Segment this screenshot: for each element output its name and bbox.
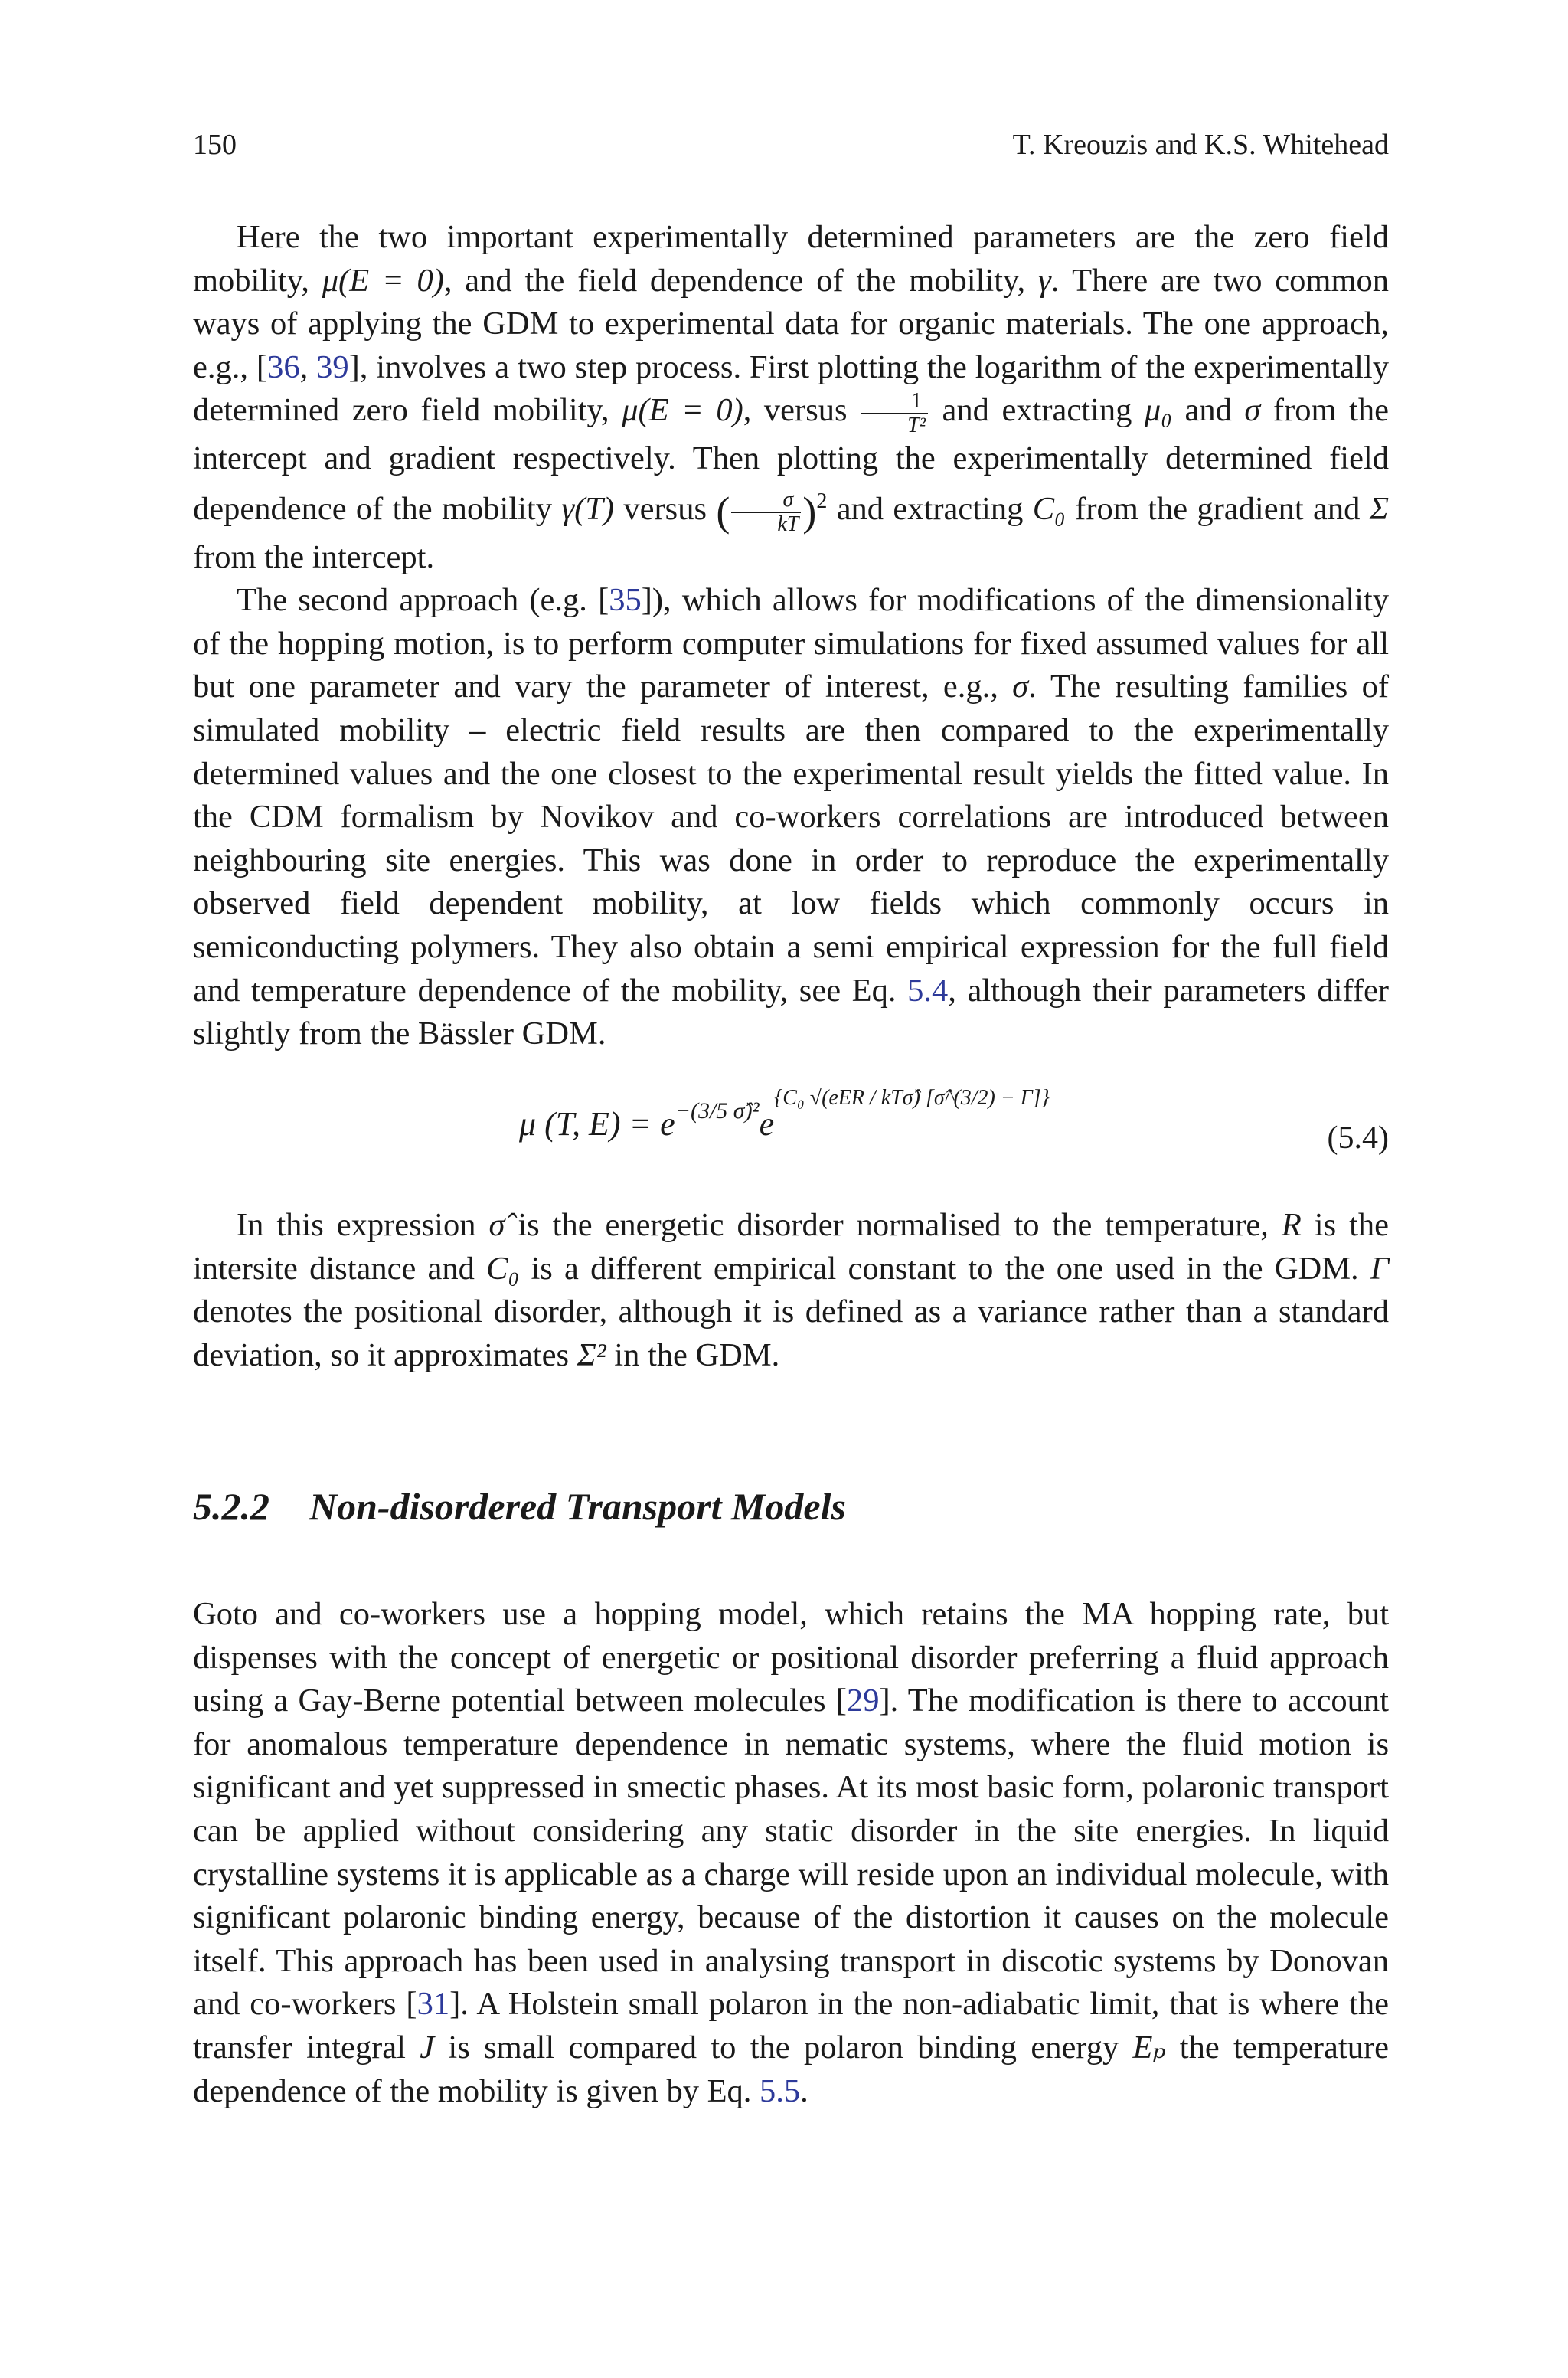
math-sigma: σ xyxy=(1012,669,1029,705)
equation-number: (5.4) xyxy=(1327,1120,1389,1156)
running-header xyxy=(193,126,1389,164)
equation-link[interactable]: 5.4 xyxy=(907,972,949,1009)
math-mu-e0: μ(E = 0) xyxy=(622,392,743,429)
citation-link[interactable]: 35 xyxy=(609,582,642,619)
paragraph-gdm-parameters: Here the two important experimentally determined parameters are the zero field mobility, μ(E = 0), and the field dependence of the mobility, γ. There are two common ways of applying the GDM to experimental data for organic materials. The one approach, e.g., [36, 39], involves a two step process. First plotting the logarithm of the experimentally determined zero field mobility, μ(E = 0), versus $\frac{1}{\text{T²}}$ and extracting μ₀ and σ from the intercept and gradient respectively. Then plotting the experimentally determined field dependence of the mobility γ(T) versus ( $\frac{\sigma}{kT}$ )$^2$ and extracting C₀ from the gradient and Σ from the intercept. xyxy=(193,219,1390,575)
math-mu0: μ₀ xyxy=(1144,392,1172,429)
math-sigma-capital: Σ xyxy=(1369,491,1389,528)
math-c0: C₀ xyxy=(1032,491,1066,528)
page-number: 150 xyxy=(193,129,237,161)
equation-5-4 xyxy=(193,1065,1389,1164)
section-heading xyxy=(193,1484,846,1529)
body-text-lower xyxy=(193,1593,1389,2113)
citation-link[interactable]: 31 xyxy=(416,1986,450,2023)
paragraph-second-approach: The second approach (e.g. [35]), which allows for modifications of the dimensionality of the hopping motion, is to perform computer simulations for fixed assumed values for all but one parameter and vary the parameter of interest, e.g., σ. The resulting families of simulated mobility – electric field results are then compared to the experimentally determined values and the one closest to the experimental result yields the fitted value. In the CDM formalism by Novikov and co-workers correlations are introduced between neighbouring site energies. This was done in order to reproduce the experimentally observed field dependent mobility, at low fields which commonly occurs in semiconducting polymers. They also obtain a semi empirical expression for the full field and temperature dependence of the mobility, see Eq. 5.4, although their parameters differ slightly from the Bässler GDM. xyxy=(193,582,1390,1052)
fraction-one-over-t-squared: $\frac{1}{\text{T²}}$ xyxy=(861,390,928,437)
running-title: T. Kreouzis and K.S. Whitehead xyxy=(1012,129,1389,161)
section-number: 5.2.2 xyxy=(193,1485,270,1528)
citation-link[interactable]: 29 xyxy=(846,1683,880,1719)
paragraph-expression-explanation: In this expression σ̂ is the energetic disorder normalised to the temperature, R is the intersite distance and C₀ is a different empirical constant to the one used in the GDM. Γ denotes the positional disorder, although it is defined as a variance rather than a standard deviation, so it approximates Σ² in the GDM. xyxy=(193,1207,1390,1373)
math-gamma-t: γ(T) xyxy=(561,491,615,528)
math-sigma: σ xyxy=(1244,392,1261,429)
equation-link[interactable]: 5.5 xyxy=(760,2072,801,2109)
fraction-sigma-over-kt: $\frac{\sigma}{kT}$ xyxy=(731,489,801,536)
citation-link[interactable]: 36 xyxy=(267,348,300,385)
body-text-upper xyxy=(193,216,1389,1056)
citation-link[interactable]: 39 xyxy=(316,348,349,385)
paragraph-non-disordered-models: Goto and co-workers use a hopping model, which retains the MA hopping rate, but dispenses with the concept of energetic or positional disorder preferring a fluid approach using a Gay-Berne potential between molecules [29]. The modification is there to account for anomalous temperature dependence in nematic systems, where the fluid motion is significant and yet suppressed in smectic phases. At its most basic form, polaronic transport can be applied without considering any static disorder in the site energies. In liquid crystalline systems it is applicable as a charge will reside upon an individual molecule, with significant polaronic binding energy, because of the distortion it causes on the molecule itself. This approach has been used in analysing transport in discotic systems by Donovan and co-workers [31]. A Holstein small polaron in the non-adiabatic limit, that is where the transfer integral J is small compared to the polaron binding energy Eₚ the temperature dependence of the mobility is given by Eq. 5.5. xyxy=(193,1596,1389,2109)
math-gamma: γ xyxy=(1037,262,1051,299)
equation-body: μ (T, $E) = e^{-(3/5 \sigmâ)^2}e^{\{C_0 √(eER / kT\sigmâ) [\sigmâ\^{}(3/2) - \Gamma]\}}$ xyxy=(519,1086,1050,1143)
section-title: Non-disordered Transport Models xyxy=(309,1485,846,1528)
math-mu-e0: μ(E = 0) xyxy=(322,262,444,299)
body-text-middle xyxy=(193,1204,1389,1377)
